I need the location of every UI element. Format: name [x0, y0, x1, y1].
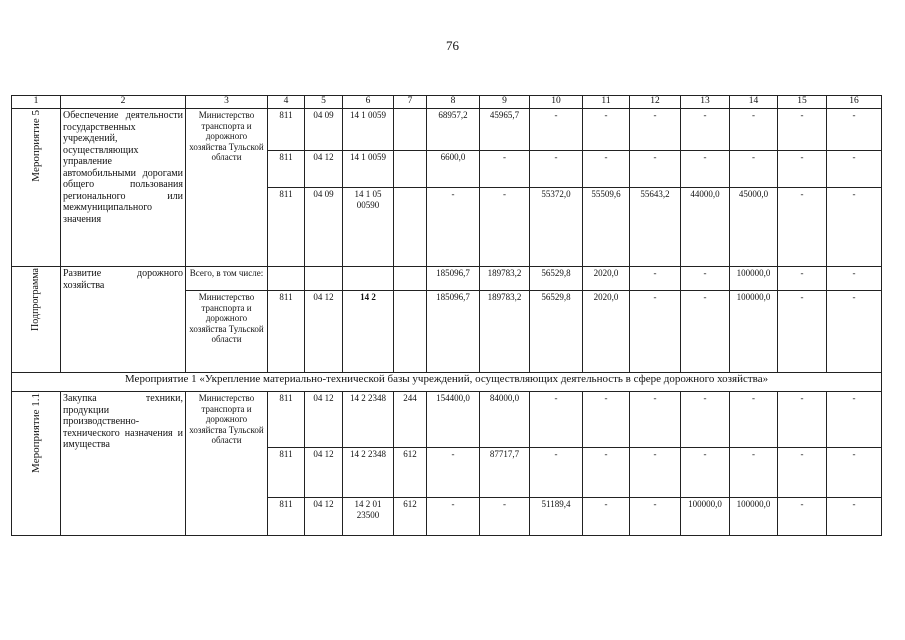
column-number-row	[12, 96, 882, 109]
column-header: 16	[827, 96, 882, 109]
table-cell: -	[583, 392, 630, 448]
table-cell: -	[583, 151, 630, 188]
table-cell: -	[827, 188, 882, 267]
measure11-executor: Министерство транспорта и дорожного хозяйства Тульской области	[186, 392, 268, 536]
measure5-label: Мероприятие 5	[29, 110, 42, 182]
table-cell: -	[827, 151, 882, 188]
table-cell: 811	[268, 109, 305, 151]
table-cell: -	[681, 448, 730, 498]
table-cell: 189783,2	[480, 267, 530, 291]
table-cell: -	[681, 151, 730, 188]
table-row	[12, 373, 882, 392]
table-cell: -	[630, 109, 681, 151]
column-header: 2	[61, 96, 186, 109]
table-cell: -	[827, 291, 882, 373]
table-cell: -	[778, 188, 827, 267]
table-cell: 55372,0	[530, 188, 583, 267]
table-cell: -	[827, 267, 882, 291]
table-cell: 04 09	[305, 109, 343, 151]
table-cell: -	[681, 267, 730, 291]
table-cell: -	[530, 392, 583, 448]
column-header: 12	[630, 96, 681, 109]
table-cell: 100000,0	[730, 291, 778, 373]
table-cell: 2020,0	[583, 267, 630, 291]
table-cell: -	[778, 448, 827, 498]
table-cell: 100000,0	[730, 267, 778, 291]
table-cell: -	[778, 498, 827, 536]
table-cell: 6600,0	[427, 151, 480, 188]
table-cell: 68957,2	[427, 109, 480, 151]
table-cell: -	[730, 448, 778, 498]
table-cell: 811	[268, 151, 305, 188]
table-cell: 14 2 01 23500	[343, 498, 394, 536]
table-cell: 14 1 05 00590	[343, 188, 394, 267]
table-cell: 14 2 2348	[343, 392, 394, 448]
column-header: 11	[583, 96, 630, 109]
table-cell: 56529,8	[530, 267, 583, 291]
column-header: 4	[268, 96, 305, 109]
table-cell: 811	[268, 188, 305, 267]
table-cell: -	[778, 109, 827, 151]
table-cell: -	[480, 188, 530, 267]
table-cell	[394, 109, 427, 151]
table-cell: -	[583, 498, 630, 536]
table-cell: -	[583, 109, 630, 151]
column-header: 6	[343, 96, 394, 109]
table-cell: 612	[394, 448, 427, 498]
table-cell: -	[681, 392, 730, 448]
table-cell: -	[630, 151, 681, 188]
table-cell: 811	[268, 498, 305, 536]
measure11-name: Закупка техники, продукции производственно-технического назначения и имущества	[61, 392, 186, 536]
table-cell: -	[681, 291, 730, 373]
table-cell: -	[630, 392, 681, 448]
column-header: 9	[480, 96, 530, 109]
table-cell: 185096,7	[427, 291, 480, 373]
table-cell: -	[480, 151, 530, 188]
table-cell: -	[827, 498, 882, 536]
table-cell: 811	[268, 392, 305, 448]
table-cell: -	[427, 448, 480, 498]
table-cell: -	[630, 291, 681, 373]
table-cell: 14 1 0059	[343, 151, 394, 188]
table-cell: 51189,4	[530, 498, 583, 536]
table-cell: -	[778, 267, 827, 291]
table-cell: 44000,0	[681, 188, 730, 267]
subprogram-name: Развитие дорожного хозяйства	[61, 267, 186, 373]
table-cell: -	[827, 448, 882, 498]
table-cell: -	[681, 109, 730, 151]
table-cell: 04 09	[305, 188, 343, 267]
subprogram-total-label: Всего, в том числе:	[186, 267, 268, 291]
table-cell	[305, 267, 343, 291]
column-header: 1	[12, 96, 61, 109]
table-cell: 55643,2	[630, 188, 681, 267]
table-cell: 14 1 0059	[343, 109, 394, 151]
table-cell: -	[730, 392, 778, 448]
table-cell: 244	[394, 392, 427, 448]
table-row	[12, 109, 882, 151]
table-cell	[394, 291, 427, 373]
table-cell: 100000,0	[730, 498, 778, 536]
table-cell: 185096,7	[427, 267, 480, 291]
measure5-executor: Министерство транспорта и дорожного хозяйства Тульской области	[186, 109, 268, 267]
table-cell: 2020,0	[583, 291, 630, 373]
table-cell: 14 2 2348	[343, 448, 394, 498]
table-cell: -	[480, 498, 530, 536]
subprogram-label: Подпрограмма	[29, 268, 41, 331]
table-cell	[268, 267, 305, 291]
table-cell: -	[427, 188, 480, 267]
budget-table	[11, 95, 882, 536]
table-cell: -	[730, 151, 778, 188]
table-cell: 14 2	[343, 291, 394, 373]
column-header: 13	[681, 96, 730, 109]
table-cell: -	[778, 392, 827, 448]
table-cell	[394, 267, 427, 291]
subprogram-label-cell	[12, 267, 61, 373]
table-cell: -	[630, 498, 681, 536]
table-cell: 811	[268, 448, 305, 498]
table-cell: 154400,0	[427, 392, 480, 448]
table-cell: 04 12	[305, 392, 343, 448]
page-number: 76	[446, 38, 459, 53]
table-cell: 84000,0	[480, 392, 530, 448]
table-cell: -	[583, 448, 630, 498]
table-cell	[394, 188, 427, 267]
table-cell: 04 12	[305, 291, 343, 373]
measure11-label: Мероприятие 1.1	[29, 393, 42, 473]
table-cell: 04 12	[305, 448, 343, 498]
table-cell	[343, 267, 394, 291]
column-header: 10	[530, 96, 583, 109]
table-cell: -	[530, 151, 583, 188]
measure5-name: Обеспечение деятельности государственных учреждений, осуществляющих управление автомобильными дорогами общего пользования регионального или межмуниципального значения	[61, 109, 186, 267]
column-header: 7	[394, 96, 427, 109]
table-cell: -	[630, 267, 681, 291]
table-cell: 55509,6	[583, 188, 630, 267]
table-cell: 811	[268, 291, 305, 373]
table-cell: 04 12	[305, 498, 343, 536]
measure11-label-cell	[12, 392, 61, 536]
table-cell: -	[530, 109, 583, 151]
table-cell: -	[827, 392, 882, 448]
table-cell: -	[778, 291, 827, 373]
table-cell: -	[630, 448, 681, 498]
table-cell: 100000,0	[681, 498, 730, 536]
section-title: Мероприятие 1 «Укрепление материально-технической базы учреждений, осуществляющих деятельность в сфере дорожного хозяйства»	[12, 373, 882, 392]
table-cell: -	[778, 151, 827, 188]
table-cell: -	[730, 109, 778, 151]
table-cell: -	[427, 498, 480, 536]
column-header: 14	[730, 96, 778, 109]
table-row	[12, 267, 882, 291]
table-cell: -	[530, 448, 583, 498]
table-cell: 45965,7	[480, 109, 530, 151]
table-cell: 189783,2	[480, 291, 530, 373]
column-header: 15	[778, 96, 827, 109]
column-header: 5	[305, 96, 343, 109]
measure5-label-cell	[12, 109, 61, 267]
table-row	[12, 392, 882, 448]
table-cell: 45000,0	[730, 188, 778, 267]
table-cell: 87717,7	[480, 448, 530, 498]
column-header: 8	[427, 96, 480, 109]
subprogram-executor: Министерство транспорта и дорожного хозяйства Тульской области	[186, 291, 268, 373]
table-cell: 612	[394, 498, 427, 536]
table-cell	[394, 151, 427, 188]
column-header: 3	[186, 96, 268, 109]
table-cell: 56529,8	[530, 291, 583, 373]
table-cell: 04 12	[305, 151, 343, 188]
table-cell: -	[827, 109, 882, 151]
